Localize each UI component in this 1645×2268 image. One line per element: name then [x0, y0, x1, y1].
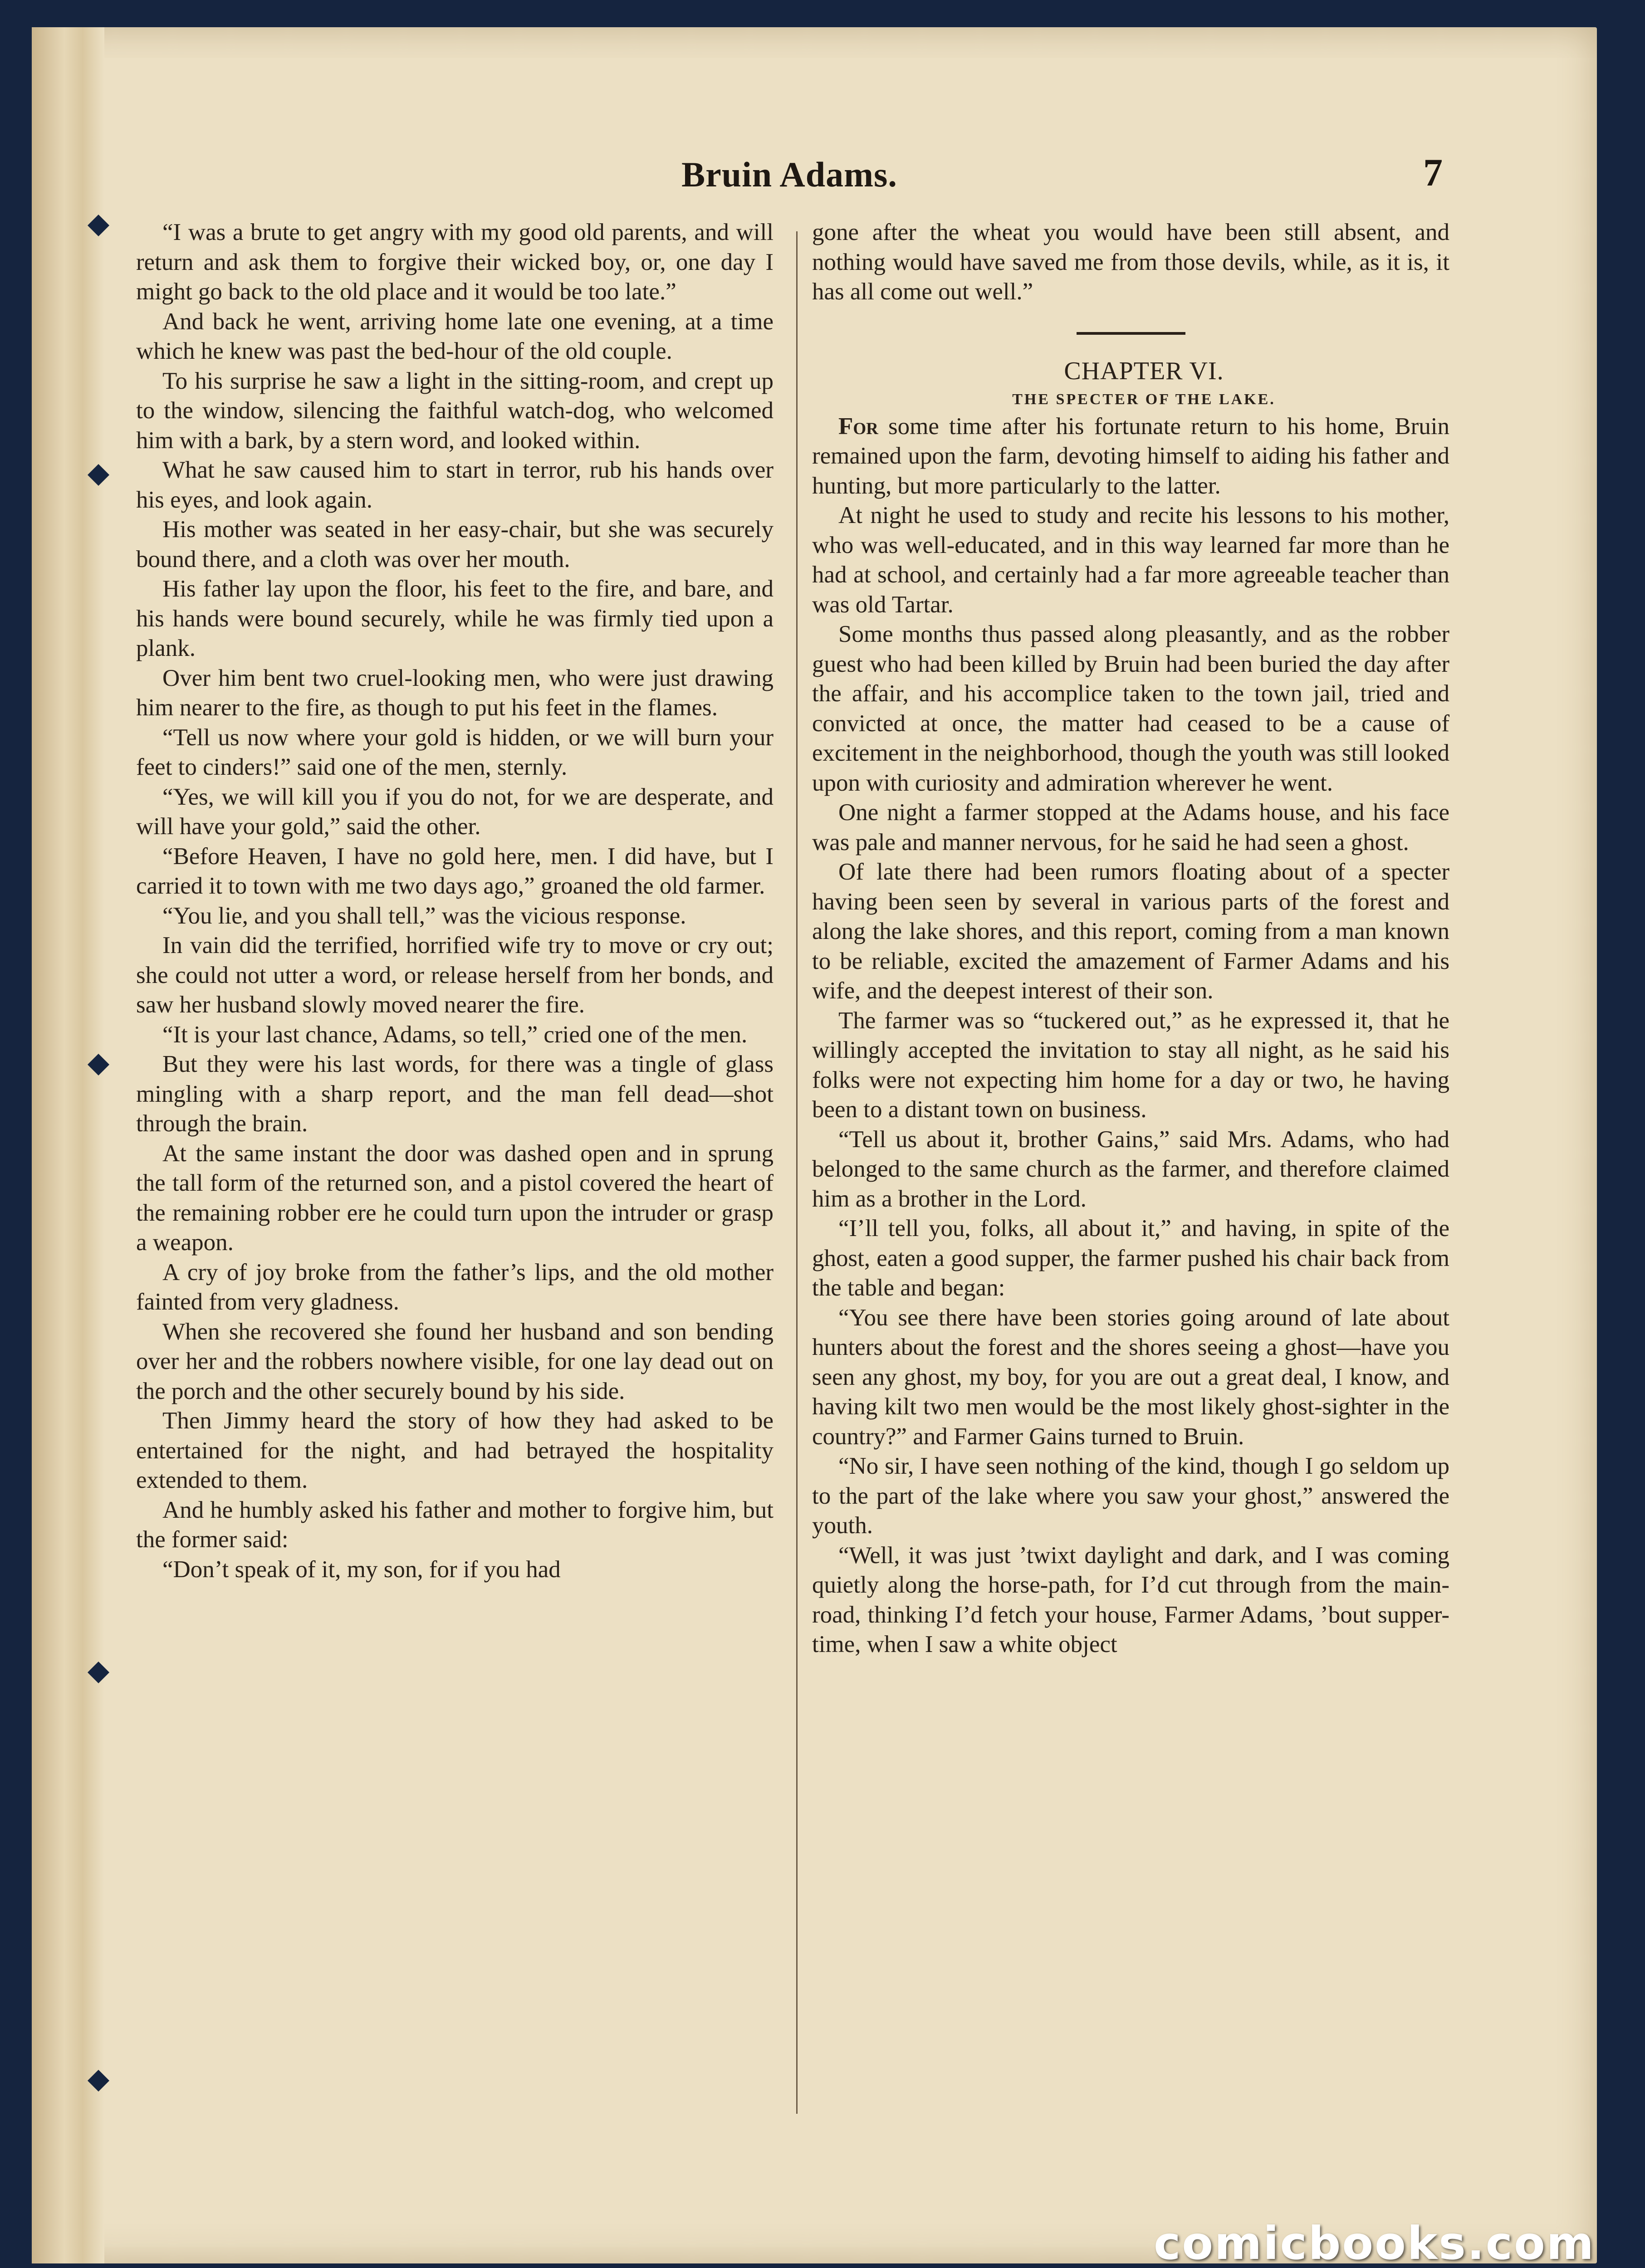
- right-paragraphs: [812, 501, 1449, 1660]
- section-rule: [1077, 332, 1185, 335]
- chapter-first-paragraph: [812, 412, 1449, 501]
- paragraph: “You lie, and you shall tell,” was the vicious response.: [162, 902, 686, 929]
- paragraph: His father lay upon the floor, his feet to the fire, and bare, and his hands were bound securely, while he was firmly tied upon a plank.: [136, 576, 774, 661]
- paragraph: “I’ll tell you, folks, all about it,” and having, in spite of the ghost, eaten a good supper, the farmer pushed his chair back from the table and began:: [812, 1215, 1449, 1301]
- paragraph: Of late there had been rumors floating about of a specter having been seen by several in various parts of the forest and along the lake shores, and this report, coming from a man known to be reliable, excited the amazement of Farmer Adams and his wife, and the deepest interest of their son.: [812, 859, 1449, 1004]
- paragraph: To his surprise he saw a light in the sitting-room, and crept up to the window, silencing the faithful watch-dog, who welcomed him with a bark, by a stern word, and looked within.: [136, 367, 774, 454]
- paragraph-text: some time after his fortunate return to his home, Bruin remained upon the farm, devoting himself to aiding his father and hunting, but more particularly to the latter.: [812, 413, 1449, 499]
- paragraph: What he saw caused him to start in terror, rub his hands over his eyes, and look again.: [136, 457, 774, 513]
- paragraph: At night he used to study and recite his lessons to his mother, who was well-educated, and in this way learned far more than he had at school, and certainly had a far more agreeable teacher than was old Tartar.: [812, 502, 1449, 618]
- column-divider: [796, 231, 798, 2114]
- page-number: 7: [1423, 151, 1443, 194]
- left-column: [136, 218, 774, 1584]
- paragraph: “Tell us now where your gold is hidden, or we will burn your feet to cinders!” said one of the men, sternly.: [136, 724, 774, 780]
- paragraph: “Before Heaven, I have no gold here, men. I did have, but I carried it to town with me two days ago,” groaned the old farmer.: [136, 843, 774, 899]
- paragraph: Some months thus passed along pleasantly, and as the robber guest who had been killed by Bruin had been buried the day after the affair, and his accomplice taken to the town jail, tried and convicted at once, the matter had ceased to be a cause of excitement in the neighborhood, though the youth was still looked upon with curiosity and admiration wherever he went.: [812, 621, 1449, 796]
- paragraph: gone after the wheat you would have been still absent, and nothing would have saved me from those devils, while, as it is, it has all come out well.”: [812, 219, 1449, 305]
- paragraph: But they were his last words, for there was a tingle of glass mingling with a sharp report, and the man fell dead—shot through the brain.: [136, 1051, 774, 1137]
- page-header: [136, 141, 1443, 209]
- paragraph: One night a farmer stopped at the Adams house, and his face was pale and manner nervous, for he said he had seen a ghost.: [812, 799, 1449, 855]
- running-title: Bruin Adams.: [681, 155, 897, 194]
- paragraph: “Don’t speak of it, my son, for if you had: [162, 1556, 561, 1583]
- site-watermark: comicbooks.com: [1154, 2217, 1595, 2268]
- paragraph: “You see there have been stories going around of late about hunters about the forest and the shores seeing a ghost—have you seen any ghost, my boy, for you are out a great deal, I know, and having kilt two men would be the most likely ghost-sighter in the country?” and Farmer Gains turned to Bruin.: [812, 1304, 1449, 1450]
- paragraph: And back he went, arriving home late one evening, at a time which he knew was past the bed-hour of the old couple.: [136, 308, 774, 364]
- right-column: [812, 218, 1449, 1660]
- lead-word: For: [838, 413, 878, 440]
- paragraph: “It is your last chance, Adams, so tell,” cried one of the men.: [162, 1021, 748, 1048]
- paragraph: “Tell us about it, brother Gains,” said Mrs. Adams, who had belonged to the same church as the farmer, and therefore claimed him as a brother in the Lord.: [812, 1126, 1449, 1212]
- paragraph: “No sir, I have seen nothing of the kind, though I go seldom up to the part of the lake where you saw your ghost,” answered the youth.: [812, 1453, 1449, 1539]
- paragraph: In vain did the terrified, horrified wife try to move or cry out; she could not utter a word, or release herself from her bonds, and saw her husband slowly moved nearer the fire.: [136, 932, 774, 1018]
- chapter-title: CHAPTER VI.: [1064, 357, 1224, 385]
- paragraph: A cry of joy broke from the father’s lips, and the old mother fainted from very gladness.: [136, 1259, 774, 1315]
- paragraph: And he humbly asked his father and mother to forgive him, but the former said:: [136, 1496, 774, 1553]
- paragraph: When she recovered she found her husband and son bending over her and the robbers nowhere visible, for one lay dead out on the porch and the other securely bound by his side.: [136, 1318, 774, 1404]
- page-spine: [32, 27, 104, 2263]
- paragraph: Over him bent two cruel-looking men, who were just drawing him nearer to the fire, as though to put his feet in the flames.: [136, 665, 774, 721]
- paragraph: At the same instant the door was dashed open and in sprung the tall form of the returned son, and a pistol covered the heart of the remaining robber ere he could turn upon the intruder or grasp a weapon.: [136, 1140, 774, 1256]
- chapter-subtitle: THE SPECTER OF THE LAKE.: [1012, 391, 1276, 408]
- paragraph: “Yes, we will kill you if you do not, for we are desperate, and will have your gold,” said the other.: [136, 783, 774, 840]
- paragraph: “I was a brute to get angry with my good old parents, and will return and ask them to forgive their wicked boy, or, one day I might go back to the old place and it would be too late.”: [136, 219, 774, 305]
- paragraph: “Well, it was just ’twixt daylight and dark, and I was coming quietly along the horse-path, for I’d cut through from the main-road, thinking I’d fetch your house, Farmer Adams, ’bout supper-time, when I saw a white object: [812, 1542, 1449, 1657]
- paragraph: His mother was seated in her easy-chair, but she was securely bound there, and a cloth was over her mouth.: [136, 516, 774, 572]
- paragraph: The farmer was so “tuckered out,” as he expressed it, that he willingly accepted the invitation to stay all night, as he said his folks were not expecting him home for a day or two, he having been to a distant town on business.: [812, 1007, 1449, 1123]
- paragraph: Then Jimmy heard the story of how they had asked to be entertained for the night, and had betrayed the hospitality extended to them.: [136, 1408, 774, 1493]
